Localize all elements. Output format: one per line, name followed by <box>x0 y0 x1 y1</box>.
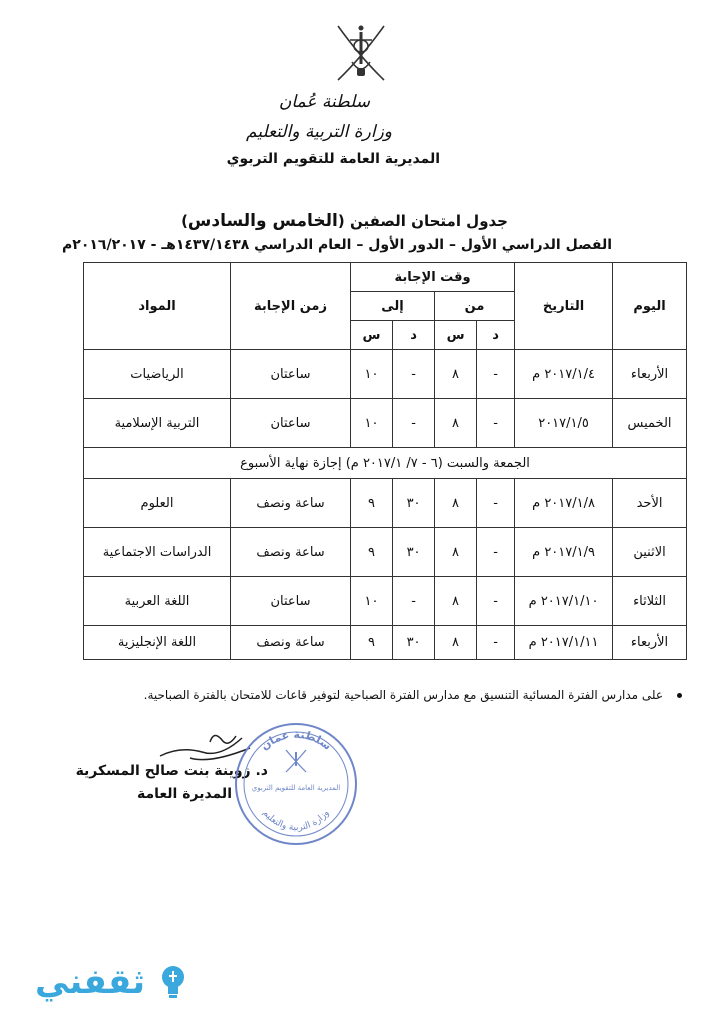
cell-subject: اللغة العربية <box>84 577 231 626</box>
header-duration: زمن الإجابة <box>231 263 351 350</box>
weekend-note: الجمعة والسبت (٦ - ٧/ ٢٠١٧/١ م) إجازة نهاية الأسبوع <box>84 448 687 479</box>
cell-from-hour: ٨ <box>435 479 477 528</box>
cell-day: الأحد <box>613 479 687 528</box>
cell-day: الخميس <box>613 399 687 448</box>
weekend-row <box>84 448 687 479</box>
cell-duration: ساعتان <box>231 350 351 399</box>
cell-to-hour: ٩ <box>351 626 393 660</box>
stamp-middle-text: المديرية العامة للتقويم التربوي <box>251 784 341 792</box>
cell-duration: ساعة ونصف <box>231 626 351 660</box>
header-to-minute: د <box>393 321 435 350</box>
header-from-minute: د <box>477 321 515 350</box>
cell-from-minute: - <box>477 626 515 660</box>
cell-date: ٢٠١٧/١/١١ م <box>515 626 613 660</box>
cell-day: الأربعاء <box>613 626 687 660</box>
directorate-name: المديرية العامة للتقويم التربوي <box>226 151 440 167</box>
cell-to-minute: - <box>393 577 435 626</box>
cell-to-hour: ١٠ <box>351 577 393 626</box>
cell-to-minute: ٣٠ <box>393 528 435 577</box>
cell-to-hour: ٩ <box>351 479 393 528</box>
grades-highlight: الخامس والسادس <box>187 211 338 231</box>
cell-from-hour: ٨ <box>435 528 477 577</box>
cell-subject: الرياضيات <box>84 350 231 399</box>
schedule-subtitle: الفصل الدراسي الأول – الدور الأول – العام الدراسي ١٤٣٧/١٤٣٨هـ - ٢٠١٦/٢٠١٧م <box>62 237 612 253</box>
header-to-hour: س <box>351 321 393 350</box>
cell-date: ٢٠١٧/١/٩ م <box>515 528 613 577</box>
header-subject: المواد <box>84 263 231 350</box>
cell-date: ٢٠١٧/١/٨ م <box>515 479 613 528</box>
cell-date: ٢٠١٧/١/٤ م <box>515 350 613 399</box>
official-stamp <box>232 720 360 848</box>
cell-duration: ساعتان <box>231 577 351 626</box>
cell-from-minute: - <box>477 528 515 577</box>
cell-from-hour: ٨ <box>435 350 477 399</box>
svg-text:سلطنة عمان <box>258 728 334 753</box>
footnote <box>144 688 682 702</box>
cell-duration: ساعة ونصف <box>231 479 351 528</box>
cell-to-minute: - <box>393 399 435 448</box>
cell-subject: الدراسات الاجتماعية <box>84 528 231 577</box>
watermark-logo: ثقفني <box>35 962 145 1002</box>
ministry-name: وزارة التربية والتعليم <box>246 122 392 142</box>
header-answer-time: وقت الإجابة <box>351 263 515 292</box>
cell-to-hour: ١٠ <box>351 399 393 448</box>
table-row <box>84 528 687 577</box>
cell-date: ٢٠١٧/١/١٠ م <box>515 577 613 626</box>
header-day: اليوم <box>613 263 687 350</box>
table-row <box>84 399 687 448</box>
khanjar-emblem-icon <box>328 18 394 88</box>
table-row <box>84 577 687 626</box>
table-row <box>84 350 687 399</box>
lightbulb-icon <box>158 962 188 1002</box>
table-row <box>84 479 687 528</box>
cell-from-hour: ٨ <box>435 577 477 626</box>
cell-subject: اللغة الإنجليزية <box>84 626 231 660</box>
cell-date: ٢٠١٧/١/٥ <box>515 399 613 448</box>
cell-from-minute: - <box>477 350 515 399</box>
header-from-hour: س <box>435 321 477 350</box>
cell-from-minute: - <box>477 577 515 626</box>
signatory-name: د. زوينة بنت صالح المسكرية <box>75 763 268 779</box>
cell-to-minute: ٣٠ <box>393 479 435 528</box>
cell-subject: العلوم <box>84 479 231 528</box>
cell-subject: التربية الإسلامية <box>84 399 231 448</box>
bullet-icon <box>677 693 682 698</box>
cell-to-hour: ٩ <box>351 528 393 577</box>
stamp-top-text: سلطنة عمان <box>258 727 334 753</box>
cell-from-hour: ٨ <box>435 626 477 660</box>
cell-to-minute: - <box>393 350 435 399</box>
table-row <box>84 626 687 660</box>
schedule-title: جدول امتحان الصفين (الخامس والسادس) <box>181 211 508 231</box>
stamp-bottom-text: وزارة التربية والتعليم <box>260 808 332 834</box>
header-to: إلى <box>351 292 435 321</box>
cell-to-minute: ٣٠ <box>393 626 435 660</box>
cell-day: الأربعاء <box>613 350 687 399</box>
header-date: التاريخ <box>515 263 613 350</box>
footnote-text: على مدارس الفترة المسائية التنسيق مع مدارس الفترة الصباحية لتوفير قاعات للامتحان بالفترة الصباحية. <box>143 688 663 702</box>
cell-duration: ساعة ونصف <box>231 528 351 577</box>
cell-from-hour: ٨ <box>435 399 477 448</box>
country-name: سلطنة عُمان <box>278 92 370 112</box>
cell-day: الثلاثاء <box>613 577 687 626</box>
header-from: من <box>435 292 515 321</box>
cell-to-hour: ١٠ <box>351 350 393 399</box>
cell-from-minute: - <box>477 479 515 528</box>
cell-from-minute: - <box>477 399 515 448</box>
signatory-title: المديرة العامة <box>136 786 232 802</box>
cell-duration: ساعتان <box>231 399 351 448</box>
cell-day: الاثنين <box>613 528 687 577</box>
exam-schedule-table <box>83 262 687 660</box>
